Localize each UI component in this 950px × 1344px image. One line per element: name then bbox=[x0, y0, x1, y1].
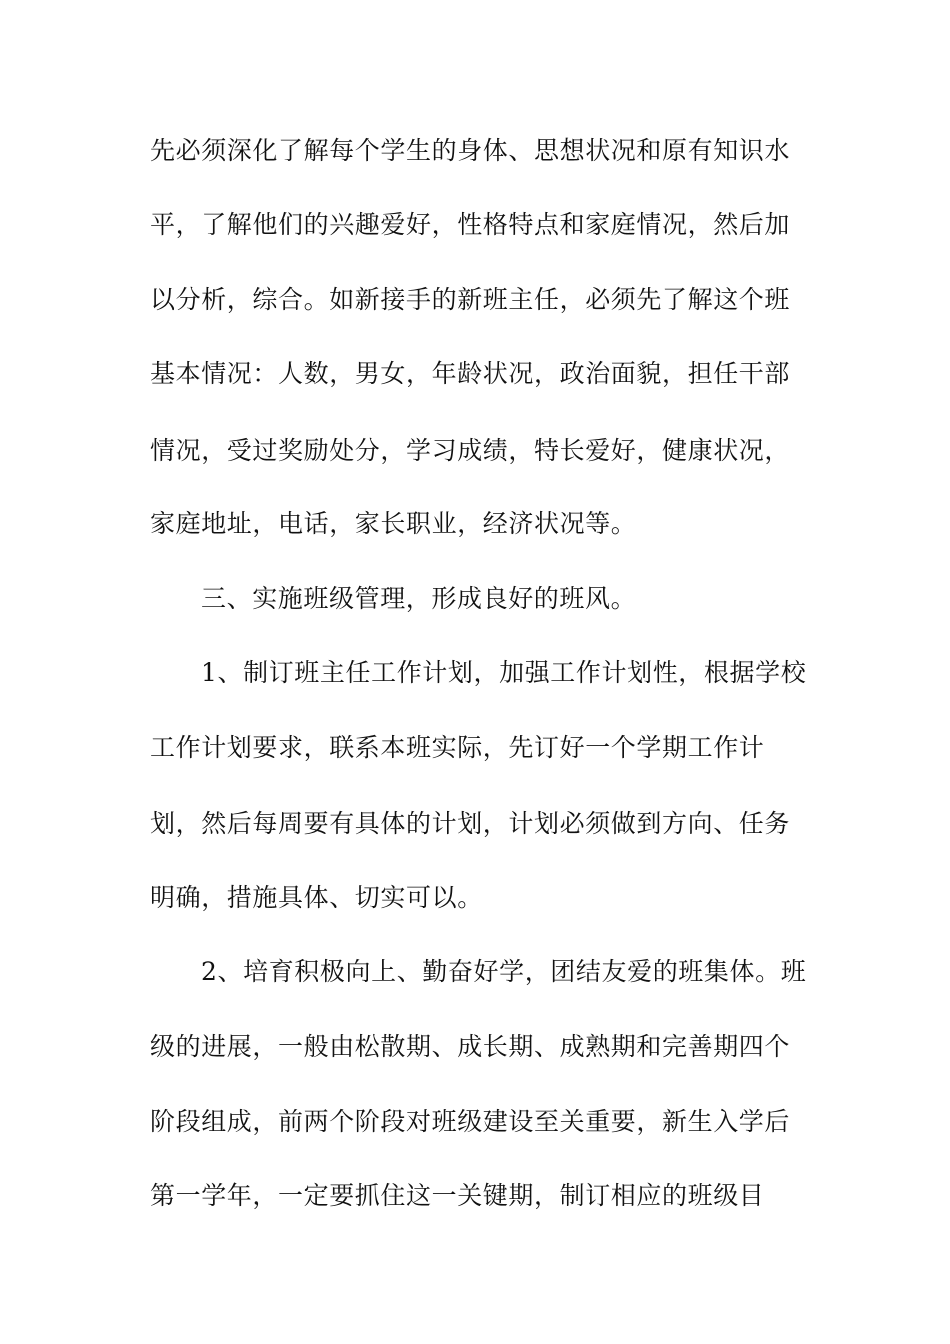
text-line: 家庭地址，电话，家长职业，经济状况等。 bbox=[150, 509, 637, 538]
text-line: 工作计划要求，联系本班实际，先订好一个学期工作计 bbox=[150, 733, 765, 762]
text-line: 以分析，综合。如新接手的新班主任，必须先了解这个班 bbox=[150, 285, 791, 314]
text-line: 1、制订班主任工作计划，加强工作计划性，根据学校 bbox=[201, 658, 807, 687]
text-line: 平，了解他们的兴趣爱好，性格特点和家庭情况，然后加 bbox=[150, 210, 791, 239]
text-line: 明确，措施具体、切实可以。 bbox=[150, 883, 483, 912]
text-line: 先必须深化了解每个学生的身体、思想状况和原有知识水 bbox=[150, 136, 791, 165]
text-line: 划，然后每周要有具体的计划，计划必须做到方向、任务 bbox=[150, 809, 791, 838]
text-line: 阶段组成，前两个阶段对班级建设至关重要，新生入学后 bbox=[150, 1107, 791, 1136]
text-line: 2、培育积极向上、勤奋好学，团结友爱的班集体。班 bbox=[201, 957, 807, 986]
section-heading: 三、实施班级管理，形成良好的班风。 bbox=[201, 584, 637, 613]
text-line: 基本情况：人数，男女，年龄状况，政治面貌，担任干部 bbox=[150, 359, 791, 388]
text-line: 第一学年，一定要抓住这一关键期，制订相应的班级目 bbox=[150, 1181, 765, 1210]
text-line: 级的进展，一般由松散期、成长期、成熟期和完善期四个 bbox=[150, 1032, 791, 1061]
text-line: 情况，受过奖励处分，学习成绩，特长爱好，健康状况， bbox=[150, 436, 791, 465]
